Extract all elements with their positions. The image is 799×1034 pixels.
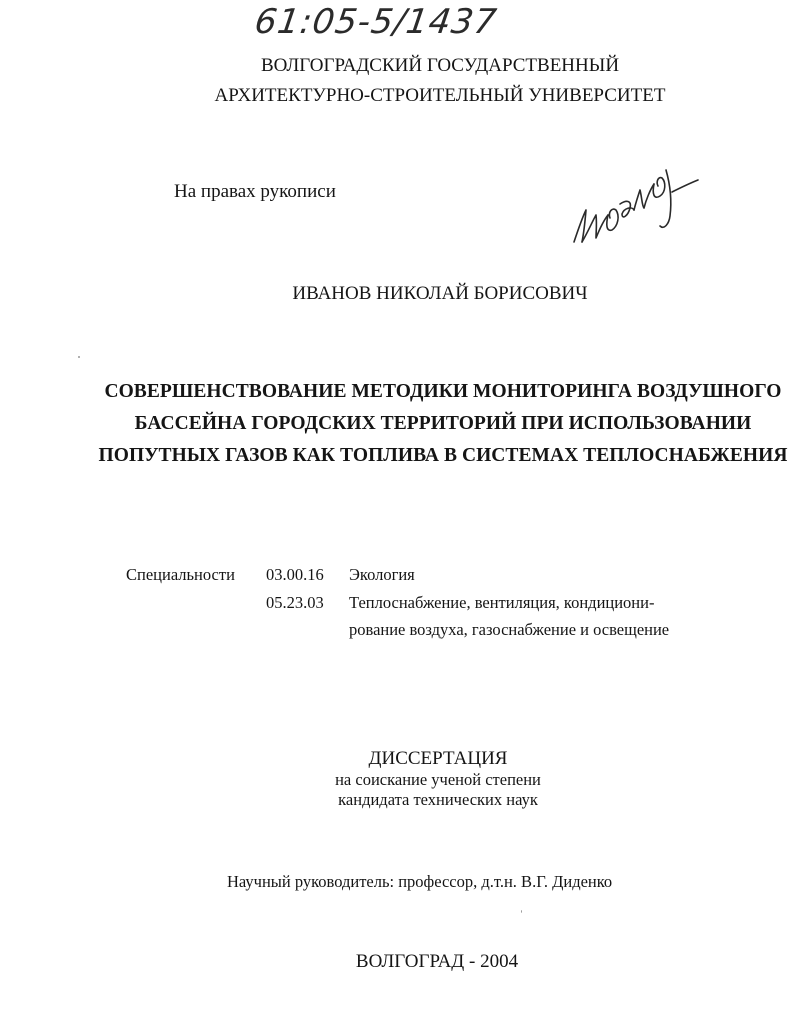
author-signature (566, 160, 706, 255)
degree-line2: кандидата технических наук (338, 790, 538, 809)
dissertation-title-line1: СОВЕРШЕНСТВОВАНИЕ МЕТОДИКИ МОНИТОРИНГА ВОЗДУШНОГО (104, 381, 782, 402)
specialties-label: Специальности (126, 565, 235, 584)
scan-speck (521, 910, 522, 913)
scan-speck (78, 356, 80, 358)
dissertation-title-line3: ПОПУТНЫХ ГАЗОВ КАК ТОПЛИВА В СИСТЕМАХ ТЕПЛОСНАБЖЕНИЯ (98, 445, 788, 466)
archive-code: 61:05-5/1437 (252, 2, 500, 42)
specialty-name-1: Экология (349, 565, 415, 584)
specialty-code-2: 05.23.03 (266, 593, 324, 612)
dissertation-title-line2: БАССЕЙНА ГОРОДСКИХ ТЕРРИТОРИЙ ПРИ ИСПОЛЬЗОВАНИИ (134, 413, 752, 434)
city-year: ВОЛГОГРАД - 2004 (355, 951, 519, 972)
rights-note: На правах рукописи (174, 181, 336, 202)
degree-line1: на соискание ученой степени (335, 770, 541, 789)
specialty-name-2-continued: рование воздуха, газоснабжение и освещение (349, 620, 670, 639)
scientific-advisor: Научный руководитель: профессор, д.т.н. В.Г. Диденко (227, 872, 613, 891)
specialty-name-2: Теплоснабжение, вентиляция, кондициони- (349, 593, 655, 612)
author-name: ИВАНОВ НИКОЛАЙ БОРИСОВИЧ (292, 283, 588, 304)
degree-heading: ДИССЕРТАЦИЯ (368, 748, 508, 769)
university-name-line1: ВОЛГОГРАДСКИЙ ГОСУДАРСТВЕННЫЙ (260, 55, 620, 76)
specialty-code-1: 03.00.16 (266, 565, 324, 584)
university-name-line2: АРХИТЕКТУРНО-СТРОИТЕЛЬНЫЙ УНИВЕРСИТЕТ (214, 85, 666, 106)
